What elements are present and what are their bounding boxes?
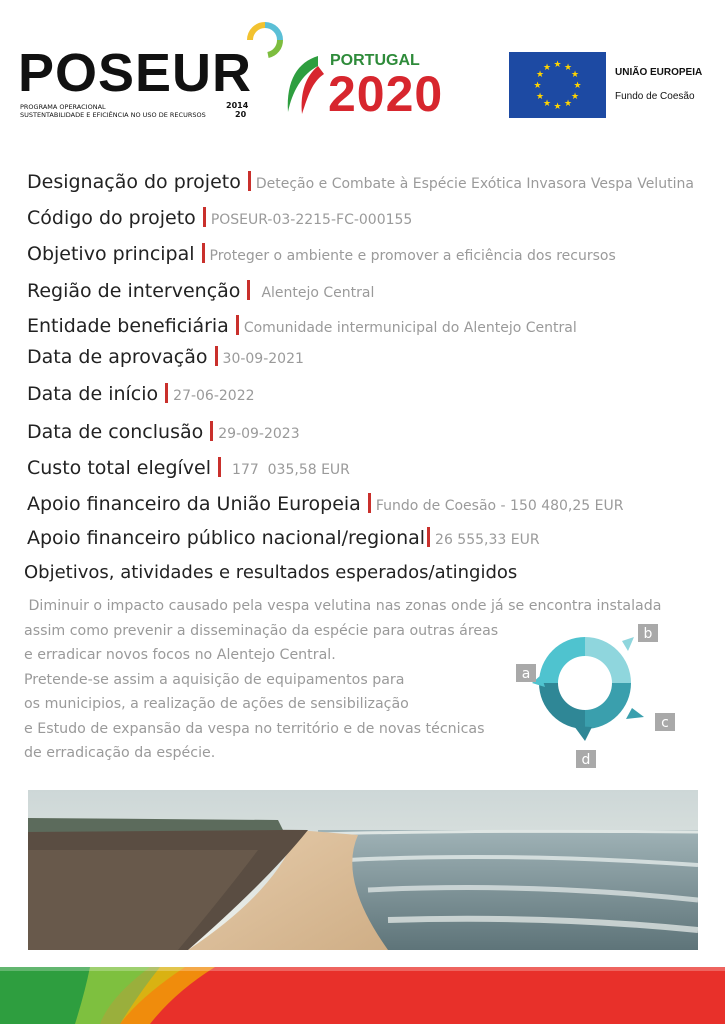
footer-band — [0, 967, 725, 1024]
info-row-national-support — [27, 527, 540, 549]
svg-text:★: ★ — [553, 102, 562, 112]
separator — [248, 171, 251, 191]
eu-support-value: Fundo de Coesão - 150 480,25 EUR — [375, 498, 624, 514]
info-row-total-cost — [27, 457, 350, 479]
separator — [165, 383, 168, 403]
info-row-start-date — [27, 383, 255, 405]
svg-text:★: ★ — [533, 81, 542, 91]
objectives-line: e erradicar novos focos no Alentejo Central. — [24, 647, 336, 663]
start-date-label: Data de início — [27, 383, 159, 405]
objective-label: Objetivo principal — [27, 243, 195, 265]
separator — [202, 243, 205, 263]
svg-text:★: ★ — [535, 70, 545, 80]
svg-text:★: ★ — [542, 63, 552, 73]
svg-text:★: ★ — [553, 60, 562, 70]
poseur-years: 2014 20 — [226, 101, 249, 119]
portugal-2020-logo — [278, 40, 493, 125]
info-row-objective — [27, 243, 616, 265]
code-label: Código do projeto — [27, 207, 196, 229]
objective-value: Proteger o ambiente e promover a eficiência dos recursos — [209, 248, 616, 264]
diagram-arrow-c — [626, 708, 644, 719]
info-row-eu-support — [27, 493, 623, 515]
diagram-label-a: a — [521, 666, 531, 682]
portugal-2020-number: 2020 — [328, 66, 444, 122]
separator — [218, 457, 221, 477]
separator — [368, 493, 371, 513]
poseur-subtitle: PROGRAMA OPERACIONAL SUSTENTABILIDADE E EFICIÊNCIA NO USO DE RECURSOS — [20, 103, 206, 119]
separator — [215, 346, 218, 366]
eu-title: UNIÃO EUROPEIA — [615, 67, 703, 78]
diagram-label-c: c — [661, 715, 669, 731]
national-support-value: 26 555,33 EUR — [435, 532, 540, 548]
info-row-region — [27, 280, 374, 302]
eu-flag-icon — [509, 52, 606, 118]
objectives-line: Pretende-se assim a aquisição de equipamentos para — [24, 671, 405, 688]
portugal-emblem-icon — [278, 52, 326, 118]
svg-text:★: ★ — [573, 81, 582, 91]
svg-text:★: ★ — [563, 99, 573, 109]
diagram-arrow-d — [574, 726, 592, 741]
eu-support-label: Apoio financeiro da União Europeia — [27, 493, 361, 515]
objectives-line: assim como prevenir a disseminação da espécie para outras áreas — [24, 622, 499, 639]
objectives-heading: Objetivos, atividades e resultados esperados/atingidos — [24, 562, 518, 583]
info-row-beneficiary — [27, 315, 577, 337]
designation-value: Deteção e Combate à Espécie Exótica Invasora Vespa Velutina — [255, 176, 694, 192]
separator — [210, 421, 213, 441]
eu-fund: Fundo de Coesão — [615, 91, 695, 102]
info-row-code — [27, 207, 412, 229]
svg-text:★: ★ — [535, 92, 545, 102]
cycle-diagram — [510, 615, 690, 775]
separator — [427, 527, 430, 547]
separator — [203, 207, 206, 227]
diagram-segment-a — [539, 637, 585, 683]
total-cost-value: 177 035,58 EUR — [232, 462, 350, 478]
total-cost-label: Custo total elegível — [27, 457, 212, 479]
end-date-label: Data de conclusão — [27, 421, 204, 443]
eu-logo — [509, 52, 719, 122]
objectives-line: Diminuir o impacto causado pela vespa velutina nas zonas onde já se encontra instalada — [24, 598, 662, 614]
region-value: Alentejo Central — [261, 285, 375, 301]
objectives-line: de erradicação da espécie. — [24, 745, 216, 761]
svg-text:★: ★ — [563, 63, 573, 73]
beach-photo — [28, 790, 698, 950]
diagram-segment-c — [585, 683, 631, 729]
objectives-line: os municipios, a realização de ações de sensibilização — [24, 696, 409, 712]
info-row-end-date — [27, 421, 300, 443]
info-row-approval-date — [27, 346, 304, 368]
portugal-label: PORTUGAL — [330, 52, 420, 69]
svg-text:★: ★ — [570, 92, 580, 102]
separator — [247, 280, 250, 300]
national-support-label: Apoio financeiro público nacional/regional — [27, 527, 426, 549]
end-date-value: 29-09-2023 — [218, 426, 300, 442]
objectives-line: e Estudo de expansão da vespa no território e de novas técnicas — [24, 720, 485, 737]
svg-text:★: ★ — [542, 99, 552, 109]
code-value: POSEUR-03-2215-FC-000155 — [210, 212, 413, 228]
approval-date-value: 30-09-2021 — [222, 351, 304, 367]
info-row-designation — [27, 171, 694, 193]
poseur-logo — [18, 15, 268, 125]
diagram-segment-d — [539, 683, 585, 729]
approval-date-label: Data de aprovação — [27, 346, 208, 368]
separator — [236, 315, 239, 335]
beneficiary-label: Entidade beneficiária — [27, 315, 229, 337]
designation-label: Designação do projeto — [27, 171, 241, 193]
svg-text:★: ★ — [570, 70, 580, 80]
diagram-label-b: b — [643, 626, 653, 642]
diagram-arrow-b — [622, 637, 634, 651]
region-label: Região de intervenção — [27, 280, 241, 302]
beneficiary-value: Comunidade intermunicipal do Alentejo Central — [243, 320, 577, 336]
poseur-name: POSEUR — [18, 43, 253, 103]
start-date-value: 27-06-2022 — [173, 388, 255, 404]
diagram-label-d: d — [581, 752, 591, 768]
